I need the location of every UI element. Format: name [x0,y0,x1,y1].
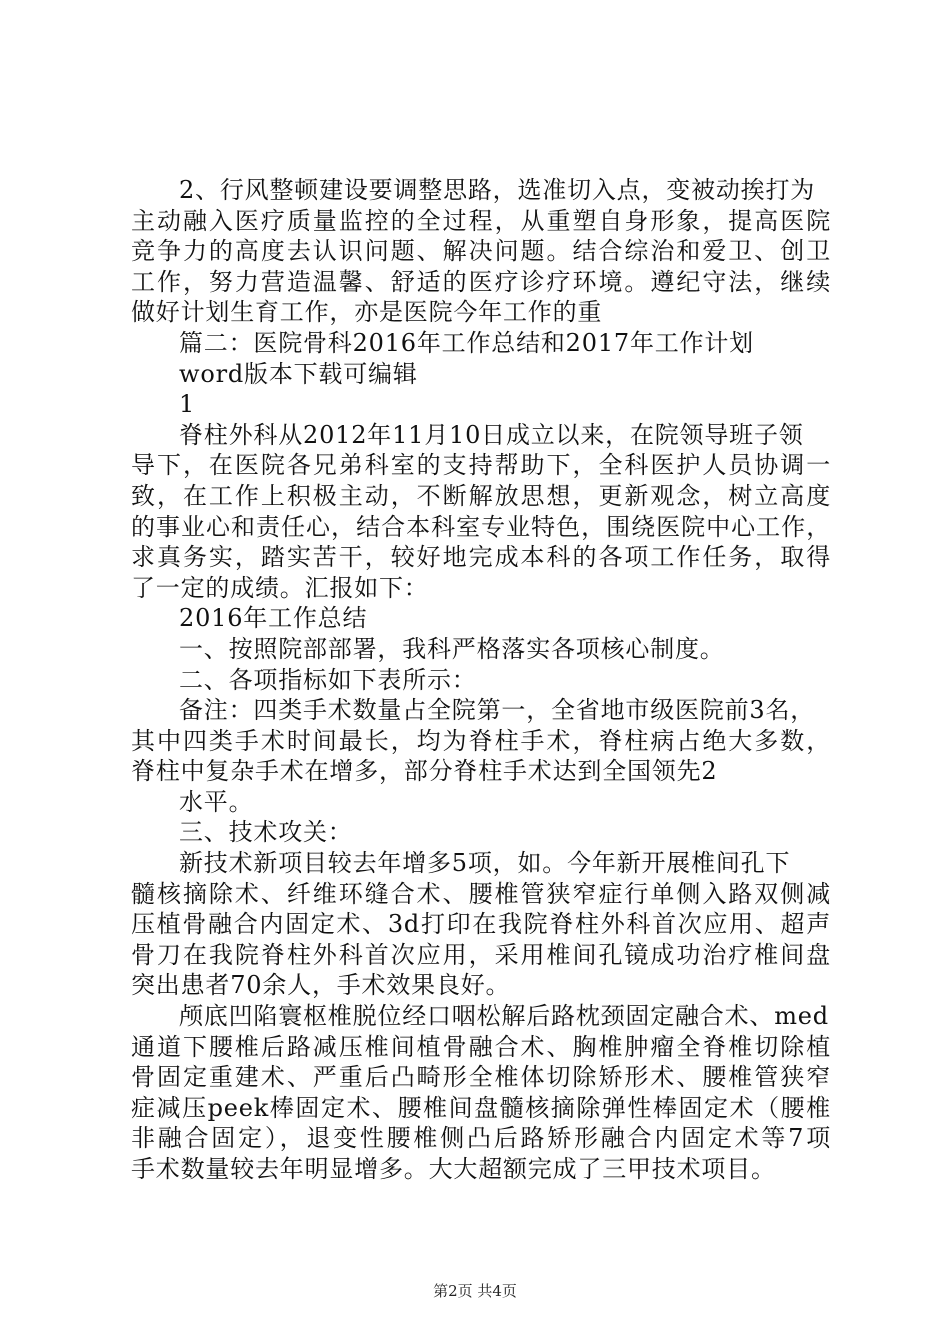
paragraph-line: 备注：四类手术数量占全院第一，全省地市级医院前3名， [179,696,816,725]
paragraph-line: 求真务实，踏实苦干，较好地完成本科的各项工作任务，取得 [131,543,831,572]
paragraph-line: 一、按照院部部署，我科严格落实各项核心制度。 [179,634,725,663]
paragraph-line: 新技术新项目较去年增多5项，如。今年新开展椎间孔下 [179,849,791,878]
paragraph-line: 2、行风整顿建设要调整思路，选准切入点，变被动挨打为 [179,176,816,204]
paragraph-line: 非融合固定），退变性腰椎侧凸后路矫形融合内固定术等7项 [131,1124,831,1153]
paragraph-line: 主动融入医疗质量监控的全过程，从重塑自身形象，提高医院 [131,206,831,235]
page-marker: 1 [179,390,196,419]
paragraph-line: 的事业心和责任心，结合本科室专业特色，围绕医院中心工作， [131,512,831,541]
document-body [131,175,831,1185]
paragraph-line: 其中四类手术时间最长，均为脊柱手术，脊柱病占绝大多数， [131,726,831,755]
paragraph-line: 突出患者70余人，手术效果良好。 [131,971,511,1000]
paragraph-line: 导下，在医院各兄弟科室的支持帮助下，全科医护人员协调一 [131,451,831,480]
section-heading: 篇二：医院骨科2016年工作总结和2017年工作计划 [179,328,754,357]
paragraph-line: 症减压peek棒固定术、腰椎间盘髓核摘除弹性棒固定术（腰椎 [131,1093,831,1122]
paragraph-line: 致，在工作上积极主动，不断解放思想，更新观念，树立高度 [131,481,831,510]
paragraph-line: 了一定的成绩。汇报如下： [131,573,429,602]
paragraph-line: 做好计划生育工作，亦是医院今年工作的重 [131,298,603,327]
paragraph-line: 颅底凹陷寰枢椎脱位经口咽松解后路枕颈固定融合术、med [179,1002,829,1031]
paragraph-line: 压植骨融合内固定术、3d打印在我院脊柱外科首次应用、超声 [131,910,831,939]
paragraph-line: 竞争力的高度去认识问题、解决问题。结合综治和爱卫、创卫 [131,237,831,266]
paragraph-line: 髓核摘除术、纤维环缝合术、腰椎管狭窄症行单侧入路双侧减 [131,879,831,908]
paragraph-line: 二、各项指标如下表所示： [179,665,477,694]
paragraph-line: 骨固定重建术、严重后凸畸形全椎体切除矫形术、腰椎管狭窄 [131,1063,831,1092]
paragraph-line: 手术数量较去年明显增多。大大超额完成了三甲技术项目。 [131,1155,776,1183]
paragraph-line: 工作，努力营造温馨、舒适的医疗诊疗环境。遵纪守法，继续 [131,267,831,296]
download-note: word版本下载可编辑 [179,359,418,388]
section-heading: 三、技术攻关： [179,818,353,847]
page-footer: 第2页 共4页 [433,1282,517,1300]
section-heading: 2016年工作总结 [179,604,368,633]
paragraph-line: 水平。 [179,787,254,816]
paragraph-line: 脊柱中复杂手术在增多，部分脊柱手术达到全国领先2 [131,757,718,786]
paragraph-line: 脊柱外科从2012年11月10日成立以来，在院领导班子领 [179,420,804,449]
paragraph-line: 骨刀在我院脊柱外科首次应用，采用椎间孔镜成功治疗椎间盘 [131,940,831,969]
paragraph-line: 通道下腰椎后路减压椎间植骨融合术、胸椎肿瘤全脊椎切除植 [131,1032,831,1061]
